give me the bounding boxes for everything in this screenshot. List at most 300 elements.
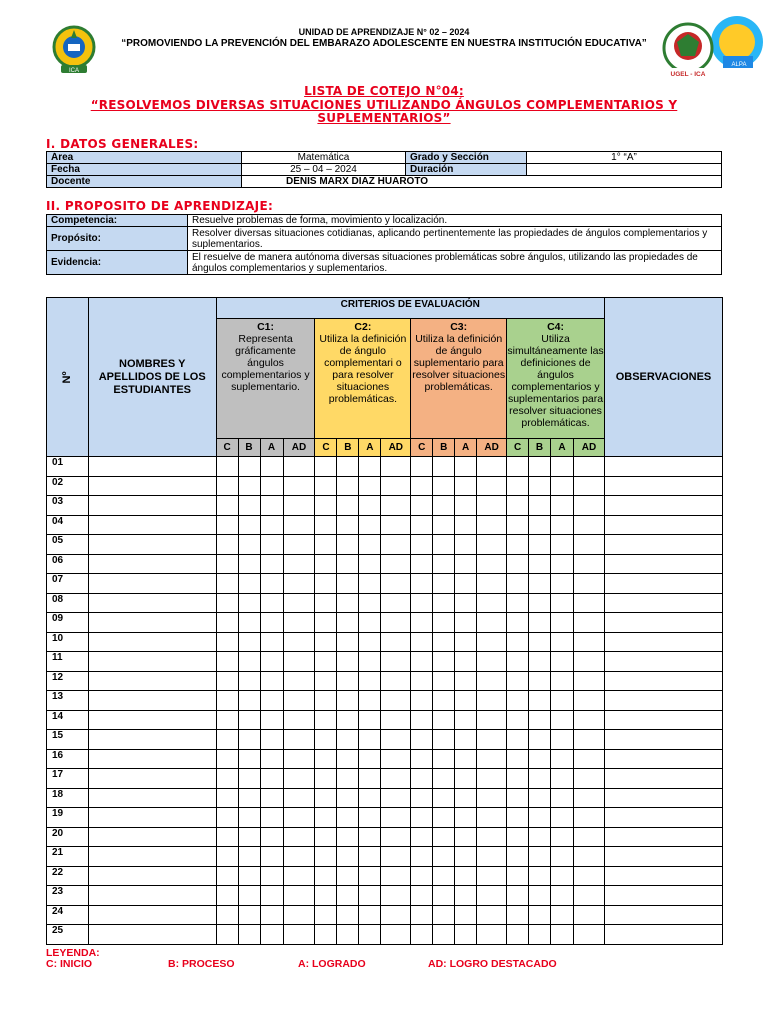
observation-cell[interactable] [604,691,722,711]
assessment-cell[interactable] [507,827,529,847]
assessment-cell[interactable] [238,593,260,613]
assessment-cell[interactable] [574,574,605,594]
assessment-cell[interactable] [551,905,574,925]
assessment-cell[interactable] [433,496,455,516]
assessment-cell[interactable] [315,905,337,925]
assessment-cell[interactable] [381,847,411,867]
assessment-cell[interactable] [411,457,433,477]
assessment-cell[interactable] [455,847,477,867]
assessment-cell[interactable] [260,769,283,789]
observation-cell[interactable] [604,925,722,945]
assessment-cell[interactable] [238,535,260,555]
assessment-cell[interactable] [381,632,411,652]
assessment-cell[interactable] [337,535,359,555]
assessment-cell[interactable] [529,632,551,652]
assessment-cell[interactable] [411,905,433,925]
observation-cell[interactable] [604,554,722,574]
assessment-cell[interactable] [216,691,238,711]
assessment-cell[interactable] [477,515,507,535]
assessment-cell[interactable] [411,535,433,555]
assessment-cell[interactable] [315,808,337,828]
assessment-cell[interactable] [216,496,238,516]
assessment-cell[interactable] [433,593,455,613]
assessment-cell[interactable] [455,925,477,945]
assessment-cell[interactable] [507,632,529,652]
assessment-cell[interactable] [381,925,411,945]
assessment-cell[interactable] [359,925,381,945]
assessment-cell[interactable] [477,769,507,789]
assessment-cell[interactable] [433,652,455,672]
assessment-cell[interactable] [238,710,260,730]
assessment-cell[interactable] [411,593,433,613]
student-name-cell[interactable] [88,457,216,477]
assessment-cell[interactable] [260,574,283,594]
assessment-cell[interactable] [283,476,315,496]
assessment-cell[interactable] [381,866,411,886]
assessment-cell[interactable] [477,886,507,906]
student-name-cell[interactable] [88,769,216,789]
assessment-cell[interactable] [433,574,455,594]
student-name-cell[interactable] [88,886,216,906]
assessment-cell[interactable] [411,476,433,496]
assessment-cell[interactable] [433,925,455,945]
assessment-cell[interactable] [507,925,529,945]
assessment-cell[interactable] [551,652,574,672]
student-name-cell[interactable] [88,671,216,691]
assessment-cell[interactable] [477,710,507,730]
assessment-cell[interactable] [260,730,283,750]
assessment-cell[interactable] [477,866,507,886]
assessment-cell[interactable] [433,613,455,633]
assessment-cell[interactable] [315,847,337,867]
assessment-cell[interactable] [507,476,529,496]
assessment-cell[interactable] [507,593,529,613]
assessment-cell[interactable] [551,574,574,594]
assessment-cell[interactable] [381,554,411,574]
assessment-cell[interactable] [315,866,337,886]
observation-cell[interactable] [604,515,722,535]
assessment-cell[interactable] [337,886,359,906]
assessment-cell[interactable] [337,847,359,867]
assessment-cell[interactable] [216,652,238,672]
assessment-cell[interactable] [216,476,238,496]
assessment-cell[interactable] [507,554,529,574]
assessment-cell[interactable] [359,457,381,477]
assessment-cell[interactable] [551,749,574,769]
assessment-cell[interactable] [381,730,411,750]
assessment-cell[interactable] [216,827,238,847]
student-name-cell[interactable] [88,515,216,535]
observation-cell[interactable] [604,632,722,652]
observation-cell[interactable] [604,613,722,633]
assessment-cell[interactable] [411,632,433,652]
assessment-cell[interactable] [477,827,507,847]
assessment-cell[interactable] [337,905,359,925]
assessment-cell[interactable] [507,652,529,672]
assessment-cell[interactable] [477,925,507,945]
assessment-cell[interactable] [574,847,605,867]
assessment-cell[interactable] [477,691,507,711]
assessment-cell[interactable] [477,593,507,613]
assessment-cell[interactable] [238,847,260,867]
assessment-cell[interactable] [216,671,238,691]
assessment-cell[interactable] [574,496,605,516]
assessment-cell[interactable] [315,613,337,633]
assessment-cell[interactable] [433,671,455,691]
assessment-cell[interactable] [455,749,477,769]
assessment-cell[interactable] [381,827,411,847]
assessment-cell[interactable] [455,691,477,711]
assessment-cell[interactable] [216,847,238,867]
assessment-cell[interactable] [381,769,411,789]
assessment-cell[interactable] [238,905,260,925]
assessment-cell[interactable] [238,925,260,945]
assessment-cell[interactable] [529,730,551,750]
assessment-cell[interactable] [381,535,411,555]
assessment-cell[interactable] [260,652,283,672]
assessment-cell[interactable] [315,769,337,789]
assessment-cell[interactable] [574,730,605,750]
assessment-cell[interactable] [574,476,605,496]
assessment-cell[interactable] [529,847,551,867]
assessment-cell[interactable] [337,925,359,945]
assessment-cell[interactable] [283,496,315,516]
assessment-cell[interactable] [315,730,337,750]
assessment-cell[interactable] [455,613,477,633]
assessment-cell[interactable] [337,710,359,730]
observation-cell[interactable] [604,905,722,925]
assessment-cell[interactable] [529,886,551,906]
assessment-cell[interactable] [283,554,315,574]
assessment-cell[interactable] [455,476,477,496]
assessment-cell[interactable] [359,788,381,808]
assessment-cell[interactable] [283,827,315,847]
student-name-cell[interactable] [88,652,216,672]
assessment-cell[interactable] [238,886,260,906]
assessment-cell[interactable] [337,632,359,652]
assessment-cell[interactable] [455,652,477,672]
assessment-cell[interactable] [574,554,605,574]
assessment-cell[interactable] [238,808,260,828]
assessment-cell[interactable] [551,691,574,711]
observation-cell[interactable] [604,574,722,594]
assessment-cell[interactable] [411,710,433,730]
assessment-cell[interactable] [381,457,411,477]
observation-cell[interactable] [604,476,722,496]
assessment-cell[interactable] [551,925,574,945]
assessment-cell[interactable] [283,691,315,711]
assessment-cell[interactable] [411,574,433,594]
assessment-cell[interactable] [433,632,455,652]
assessment-cell[interactable] [433,730,455,750]
assessment-cell[interactable] [238,730,260,750]
assessment-cell[interactable] [551,496,574,516]
assessment-cell[interactable] [283,632,315,652]
assessment-cell[interactable] [574,457,605,477]
assessment-cell[interactable] [337,457,359,477]
assessment-cell[interactable] [359,652,381,672]
assessment-cell[interactable] [260,593,283,613]
assessment-cell[interactable] [551,632,574,652]
assessment-cell[interactable] [359,476,381,496]
assessment-cell[interactable] [283,788,315,808]
assessment-cell[interactable] [216,925,238,945]
assessment-cell[interactable] [507,691,529,711]
assessment-cell[interactable] [238,632,260,652]
assessment-cell[interactable] [574,905,605,925]
assessment-cell[interactable] [529,476,551,496]
assessment-cell[interactable] [529,652,551,672]
assessment-cell[interactable] [433,554,455,574]
assessment-cell[interactable] [216,730,238,750]
assessment-cell[interactable] [359,847,381,867]
assessment-cell[interactable] [507,710,529,730]
assessment-cell[interactable] [359,769,381,789]
assessment-cell[interactable] [381,808,411,828]
assessment-cell[interactable] [359,671,381,691]
assessment-cell[interactable] [260,496,283,516]
assessment-cell[interactable] [260,535,283,555]
assessment-cell[interactable] [381,710,411,730]
observation-cell[interactable] [604,457,722,477]
assessment-cell[interactable] [574,788,605,808]
assessment-cell[interactable] [260,515,283,535]
observation-cell[interactable] [604,866,722,886]
assessment-cell[interactable] [315,652,337,672]
assessment-cell[interactable] [315,788,337,808]
assessment-cell[interactable] [433,886,455,906]
assessment-cell[interactable] [216,769,238,789]
assessment-cell[interactable] [216,886,238,906]
assessment-cell[interactable] [238,457,260,477]
assessment-cell[interactable] [315,632,337,652]
assessment-cell[interactable] [574,515,605,535]
assessment-cell[interactable] [574,671,605,691]
student-name-cell[interactable] [88,476,216,496]
assessment-cell[interactable] [260,613,283,633]
assessment-cell[interactable] [455,788,477,808]
assessment-cell[interactable] [337,496,359,516]
assessment-cell[interactable] [411,925,433,945]
assessment-cell[interactable] [315,535,337,555]
assessment-cell[interactable] [477,535,507,555]
assessment-cell[interactable] [216,632,238,652]
student-name-cell[interactable] [88,496,216,516]
assessment-cell[interactable] [381,496,411,516]
assessment-cell[interactable] [529,593,551,613]
assessment-cell[interactable] [359,593,381,613]
assessment-cell[interactable] [283,671,315,691]
assessment-cell[interactable] [283,652,315,672]
assessment-cell[interactable] [574,866,605,886]
assessment-cell[interactable] [529,574,551,594]
assessment-cell[interactable] [574,886,605,906]
assessment-cell[interactable] [574,749,605,769]
assessment-cell[interactable] [433,788,455,808]
assessment-cell[interactable] [411,613,433,633]
assessment-cell[interactable] [455,535,477,555]
assessment-cell[interactable] [359,886,381,906]
assessment-cell[interactable] [477,574,507,594]
assessment-cell[interactable] [574,769,605,789]
assessment-cell[interactable] [411,691,433,711]
assessment-cell[interactable] [381,476,411,496]
assessment-cell[interactable] [455,496,477,516]
observation-cell[interactable] [604,847,722,867]
assessment-cell[interactable] [315,554,337,574]
student-name-cell[interactable] [88,691,216,711]
observation-cell[interactable] [604,593,722,613]
assessment-cell[interactable] [216,535,238,555]
assessment-cell[interactable] [238,496,260,516]
assessment-cell[interactable] [315,691,337,711]
assessment-cell[interactable] [574,613,605,633]
assessment-cell[interactable] [260,457,283,477]
observation-cell[interactable] [604,671,722,691]
assessment-cell[interactable] [455,710,477,730]
observation-cell[interactable] [604,710,722,730]
assessment-cell[interactable] [381,613,411,633]
assessment-cell[interactable] [455,593,477,613]
observation-cell[interactable] [604,788,722,808]
assessment-cell[interactable] [529,535,551,555]
assessment-cell[interactable] [238,652,260,672]
assessment-cell[interactable] [455,574,477,594]
assessment-cell[interactable] [529,496,551,516]
assessment-cell[interactable] [260,866,283,886]
assessment-cell[interactable] [433,749,455,769]
assessment-cell[interactable] [315,515,337,535]
assessment-cell[interactable] [529,905,551,925]
assessment-cell[interactable] [529,866,551,886]
assessment-cell[interactable] [455,671,477,691]
assessment-cell[interactable] [433,710,455,730]
assessment-cell[interactable] [477,613,507,633]
assessment-cell[interactable] [337,827,359,847]
assessment-cell[interactable] [477,905,507,925]
assessment-cell[interactable] [283,535,315,555]
assessment-cell[interactable] [337,866,359,886]
student-name-cell[interactable] [88,827,216,847]
assessment-cell[interactable] [238,515,260,535]
assessment-cell[interactable] [315,476,337,496]
assessment-cell[interactable] [238,554,260,574]
assessment-cell[interactable] [238,574,260,594]
student-name-cell[interactable] [88,866,216,886]
assessment-cell[interactable] [507,769,529,789]
assessment-cell[interactable] [337,476,359,496]
assessment-cell[interactable] [359,554,381,574]
assessment-cell[interactable] [529,925,551,945]
assessment-cell[interactable] [507,866,529,886]
student-name-cell[interactable] [88,710,216,730]
observation-cell[interactable] [604,886,722,906]
assessment-cell[interactable] [283,613,315,633]
assessment-cell[interactable] [337,652,359,672]
assessment-cell[interactable] [455,827,477,847]
assessment-cell[interactable] [574,593,605,613]
assessment-cell[interactable] [337,808,359,828]
assessment-cell[interactable] [283,574,315,594]
assessment-cell[interactable] [283,847,315,867]
assessment-cell[interactable] [411,769,433,789]
assessment-cell[interactable] [507,788,529,808]
assessment-cell[interactable] [411,808,433,828]
assessment-cell[interactable] [411,496,433,516]
assessment-cell[interactable] [238,769,260,789]
assessment-cell[interactable] [433,827,455,847]
assessment-cell[interactable] [411,671,433,691]
assessment-cell[interactable] [455,515,477,535]
assessment-cell[interactable] [337,691,359,711]
student-name-cell[interactable] [88,535,216,555]
assessment-cell[interactable] [283,769,315,789]
assessment-cell[interactable] [477,652,507,672]
assessment-cell[interactable] [529,749,551,769]
assessment-cell[interactable] [359,535,381,555]
assessment-cell[interactable] [477,847,507,867]
assessment-cell[interactable] [260,925,283,945]
assessment-cell[interactable] [507,886,529,906]
assessment-cell[interactable] [551,457,574,477]
observation-cell[interactable] [604,827,722,847]
assessment-cell[interactable] [551,613,574,633]
assessment-cell[interactable] [315,710,337,730]
assessment-cell[interactable] [477,749,507,769]
assessment-cell[interactable] [216,593,238,613]
assessment-cell[interactable] [283,515,315,535]
assessment-cell[interactable] [529,613,551,633]
assessment-cell[interactable] [216,574,238,594]
assessment-cell[interactable] [283,730,315,750]
assessment-cell[interactable] [411,749,433,769]
assessment-cell[interactable] [551,886,574,906]
assessment-cell[interactable] [477,457,507,477]
assessment-cell[interactable] [260,476,283,496]
assessment-cell[interactable] [477,632,507,652]
assessment-cell[interactable] [359,808,381,828]
assessment-cell[interactable] [381,593,411,613]
assessment-cell[interactable] [216,788,238,808]
assessment-cell[interactable] [574,925,605,945]
assessment-cell[interactable] [411,827,433,847]
assessment-cell[interactable] [359,613,381,633]
assessment-cell[interactable] [551,788,574,808]
assessment-cell[interactable] [260,788,283,808]
assessment-cell[interactable] [507,496,529,516]
assessment-cell[interactable] [529,808,551,828]
assessment-cell[interactable] [433,847,455,867]
assessment-cell[interactable] [551,515,574,535]
assessment-cell[interactable] [551,671,574,691]
student-name-cell[interactable] [88,593,216,613]
assessment-cell[interactable] [507,730,529,750]
assessment-cell[interactable] [238,827,260,847]
assessment-cell[interactable] [507,671,529,691]
assessment-cell[interactable] [455,808,477,828]
assessment-cell[interactable] [337,593,359,613]
assessment-cell[interactable] [315,749,337,769]
student-name-cell[interactable] [88,925,216,945]
assessment-cell[interactable] [381,905,411,925]
assessment-cell[interactable] [551,710,574,730]
assessment-cell[interactable] [283,866,315,886]
assessment-cell[interactable] [433,905,455,925]
observation-cell[interactable] [604,535,722,555]
assessment-cell[interactable] [477,496,507,516]
assessment-cell[interactable] [260,886,283,906]
assessment-cell[interactable] [216,457,238,477]
